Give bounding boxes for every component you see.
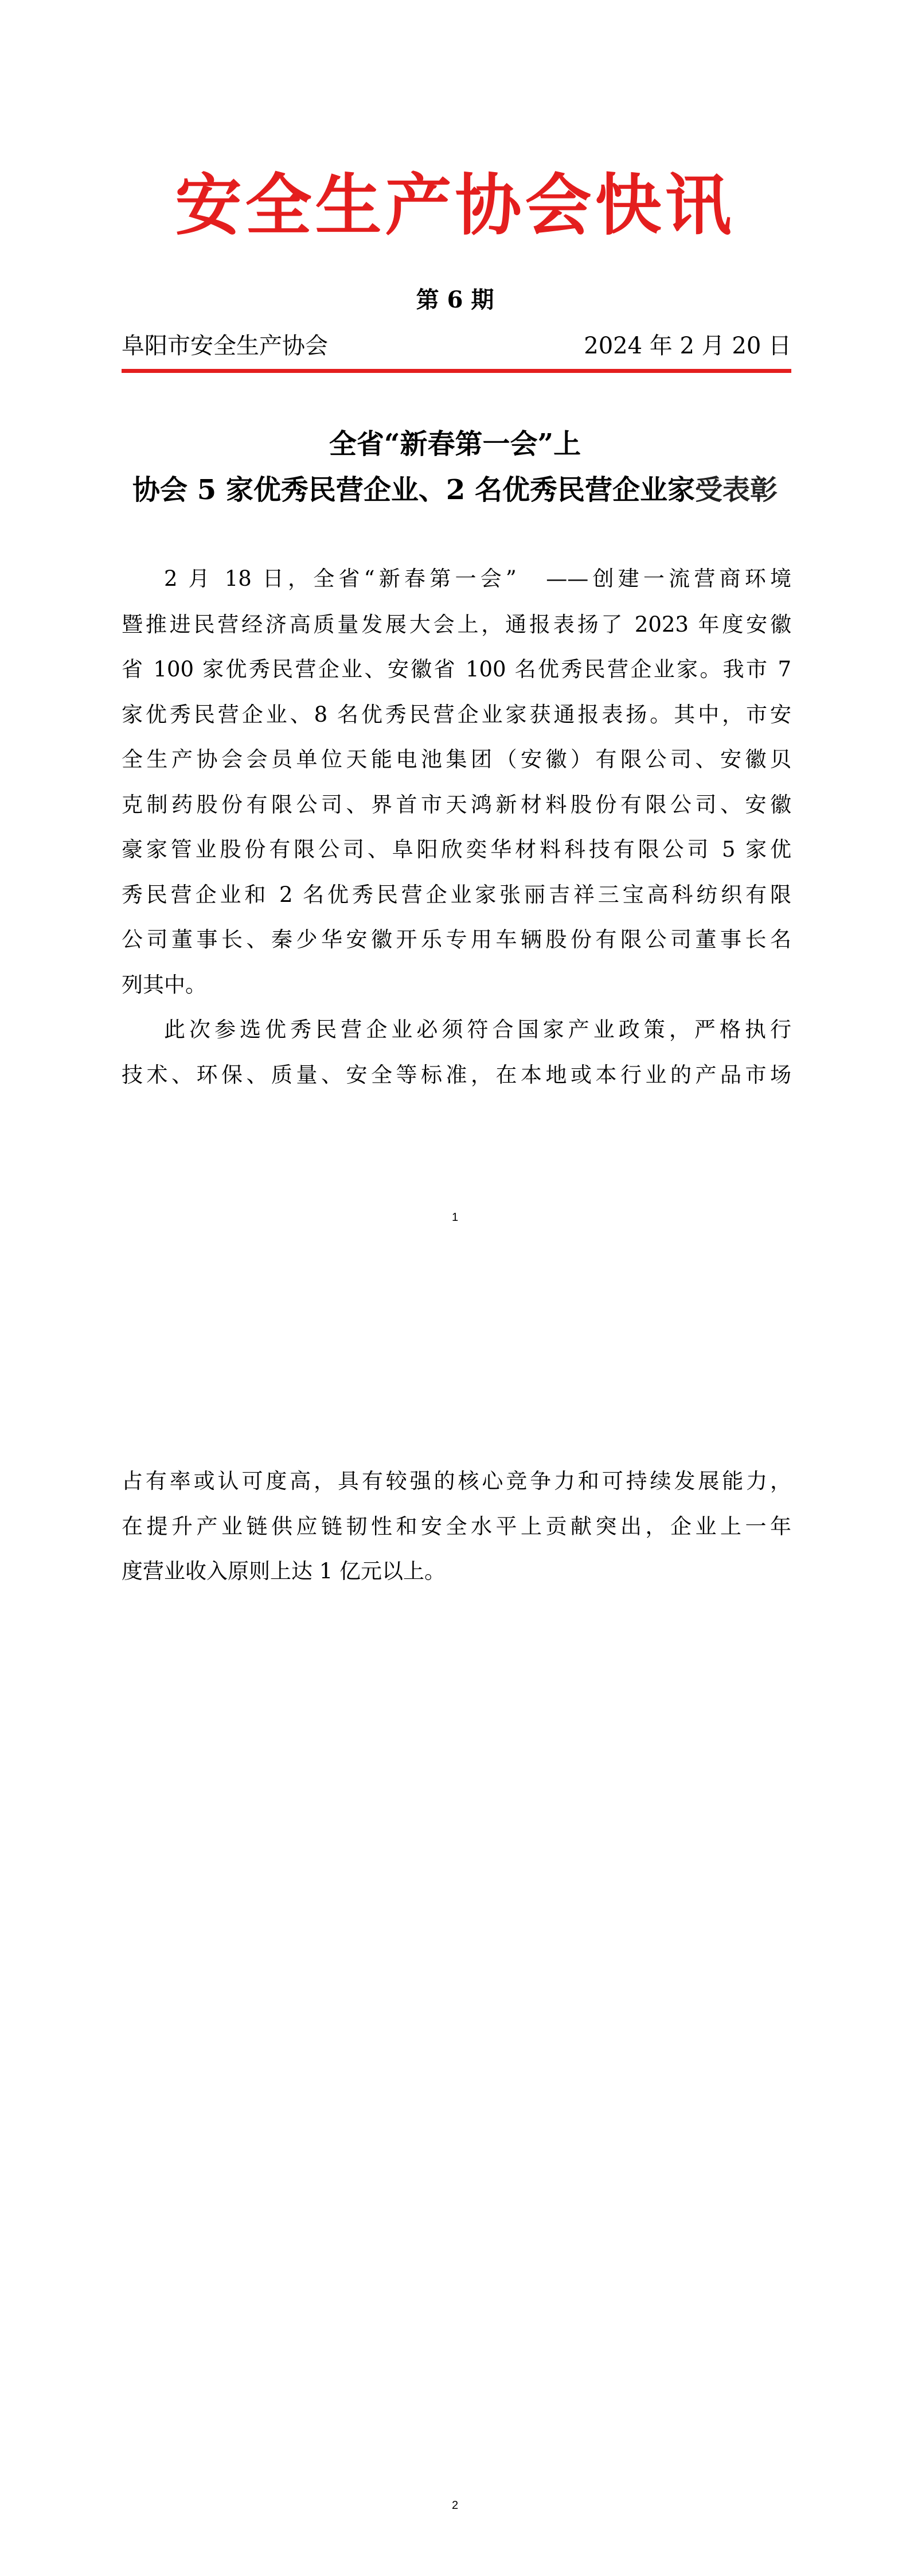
- body-line: 豪家管业股份有限公司、阜阳欣奕华材料科技有限公司 5 家优: [122, 837, 791, 862]
- body-line: 家优秀民营企业、8 名优秀民营企业家获通报表扬。其中，市安: [122, 702, 791, 727]
- body-line: 此次参选优秀民营企业必须符合国家产业政策，严格执行: [164, 1017, 791, 1042]
- body-line: 占有率或认可度高，具有较强的核心竞争力和可持续发展能力，: [122, 1469, 791, 1493]
- body-line: 度营业收入原则上达 1 亿元以上。: [122, 1559, 446, 1583]
- publication-date: 2024 年 2 月 20 日: [584, 333, 791, 359]
- document-page-2: [0, 1288, 910, 2576]
- masthead-title: 安全生产协会快讯: [175, 166, 735, 244]
- body-line: 公司董事长、秦少华安徽开乐专用车辆股份有限公司董事长名: [122, 927, 791, 952]
- body-line: 暨推进民营经济高质量发展大会上，通报表扬了 2023 年度安徽: [122, 612, 791, 637]
- body-line: 克制药股份有限公司、界首市天鸿新材料股份有限公司、安徽: [122, 792, 791, 817]
- body-line: 列其中。: [122, 972, 206, 997]
- body-line: 2 月 18 日，全省“新春第一会” ——创建一流营商环境: [164, 566, 791, 591]
- issue-number: 第 6 期: [416, 286, 494, 313]
- body-line: 在提升产业链供应链韧性和安全水平上贡献突出，企业上一年: [122, 1514, 791, 1539]
- body-line: 秀民营企业和 2 名优秀民营企业家张丽吉祥三宝高科纺织有限: [122, 882, 791, 907]
- headline-line-2: [0, 476, 910, 504]
- headline-line-2-tail: 受表彰: [694, 474, 778, 506]
- headline-line-2-main: 协会 5 家优秀民营企业、2 名优秀民营企业家: [132, 474, 695, 506]
- headline-line-1: 全省“新春第一会”上: [329, 428, 581, 460]
- body-line: 技术、环保、质量、安全等标准，在本地或本行业的产品市场: [122, 1063, 791, 1087]
- organization-name: 阜阳市安全生产协会: [122, 333, 328, 359]
- body-line: 省 100 家优秀民营企业、安徽省 100 名优秀民营企业家。我市 7: [122, 657, 791, 682]
- page-number: 2: [451, 2499, 459, 2512]
- page-number: 1: [451, 1211, 459, 1224]
- body-line: 全生产协会会员单位天能电池集团（安徽）有限公司、安徽贝: [122, 747, 791, 772]
- masthead-divider: [122, 369, 791, 373]
